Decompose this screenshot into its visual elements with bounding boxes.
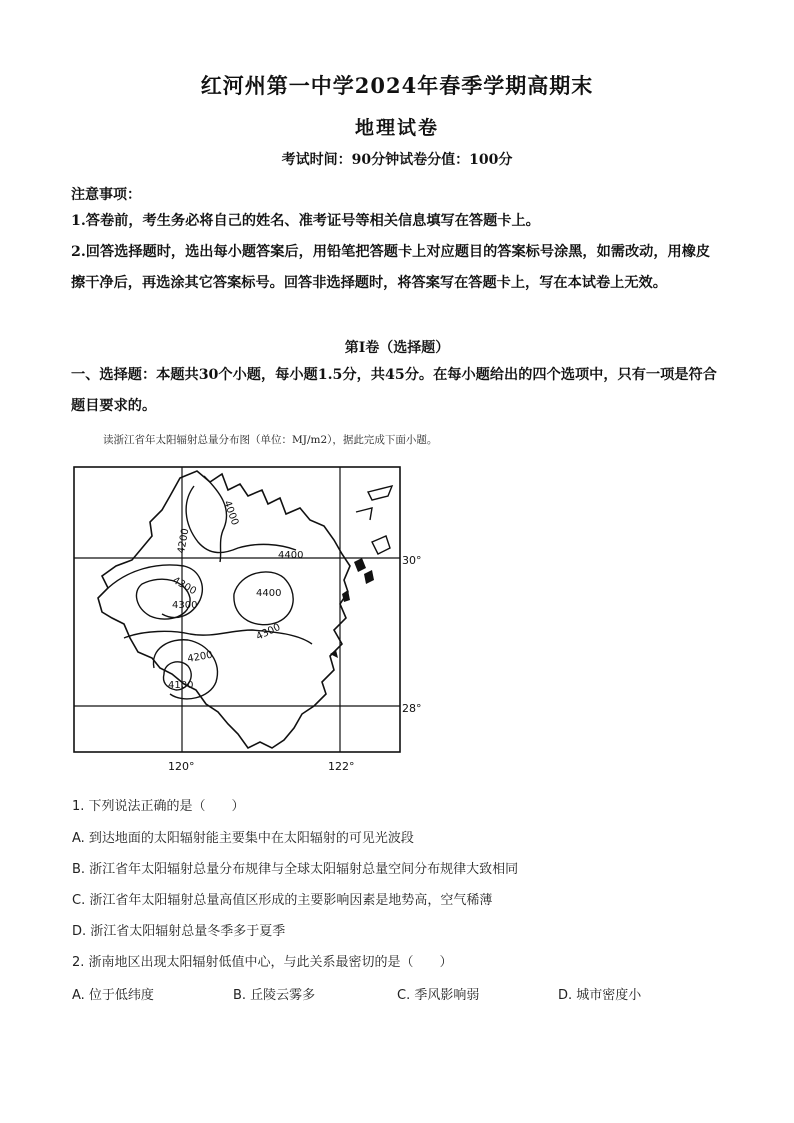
notice-heading: 注意事项： xyxy=(71,187,141,203)
contour-label: 4400 xyxy=(256,588,282,599)
island-shape xyxy=(372,536,390,554)
question-1-option-a: A. 到达地面的太阳辐射能主要集中在太阳辐射的可见光波段 xyxy=(72,831,414,846)
exam-title: 红河州第一中学2024年春季学期高期末 xyxy=(200,73,594,98)
contour-label: 4200 xyxy=(176,527,192,555)
solar-radiation-map xyxy=(72,462,432,786)
longitude-label: 122° xyxy=(328,760,355,773)
contour-label: 4300 xyxy=(170,575,199,598)
question-2-option-a: A. 位于低纬度 xyxy=(72,988,154,1003)
exam-subject: 地理试卷 xyxy=(354,117,439,139)
contour-label: 4400 xyxy=(278,550,304,561)
question-1-option-d: D. 浙江省太阳辐射总量冬季多于夏季 xyxy=(72,924,286,939)
isoline-4300-south xyxy=(124,630,312,644)
map-caption: 读浙江省年太阳辐射总量分布图（单位：MJ/m2），据此完成下面小题。 xyxy=(103,434,438,446)
question-2-option-c: C. 季风影响弱 xyxy=(397,988,480,1003)
question-2-option-b: B. 丘陵云雾多 xyxy=(233,988,316,1003)
question-2-option-d: D. 城市密度小 xyxy=(558,988,642,1003)
contour-label: 4000 xyxy=(221,499,241,527)
question-1-option-c: C. 浙江省年太阳辐射总量高值区形成的主要影响因素是地势高，空气稀薄 xyxy=(72,893,493,908)
notice-item-2: 2.回答选择题时，选出每小题答案后，用铅笔把答题卡上对应题目的答案标号涂黑，如需改动，用橡皮擦干净后，再选涂其它答案标号。回答非选择题时，将答案写在答题卡上，写在本试卷上无效。 xyxy=(71,244,711,291)
isoline-4400-north xyxy=(186,486,296,553)
exam-info: 考试时间：90分钟试卷分值：100分 xyxy=(281,152,513,168)
section-title: 第Ⅰ卷（选择题） xyxy=(344,340,450,356)
contour-label: 4100 xyxy=(168,680,194,691)
question-1-option-b: B. 浙江省年太阳辐射总量分布规律与全球太阳辐射总量空间分布规律大致相同 xyxy=(72,862,519,877)
island-shape xyxy=(354,558,366,572)
latitude-label: 28° xyxy=(402,702,422,715)
longitude-label: 120° xyxy=(168,760,195,773)
question-1-stem: 1. 下列说法正确的是（ ） xyxy=(72,799,245,814)
island-shape xyxy=(356,508,372,520)
island-shape xyxy=(368,486,392,500)
section-intro: 一、选择题：本题共30个小题，每小题1.5分，共45分。在每小题给出的四个选项中，只有一项是符合题目要求的。 xyxy=(71,367,717,414)
question-2-stem: 2. 浙南地区出现太阳辐射低值中心，与此关系最密切的是（ ） xyxy=(72,955,453,970)
notice-item-1: 1.答卷前，考生务必将自己的姓名、准考证号等相关信息填写在答题卡上。 xyxy=(71,213,540,229)
contour-label: 4300 xyxy=(172,600,198,611)
contour-label: 4200 xyxy=(186,649,214,665)
island-shape xyxy=(364,570,374,584)
latitude-label: 30° xyxy=(402,554,422,567)
contour-label: 4300 xyxy=(254,621,283,643)
